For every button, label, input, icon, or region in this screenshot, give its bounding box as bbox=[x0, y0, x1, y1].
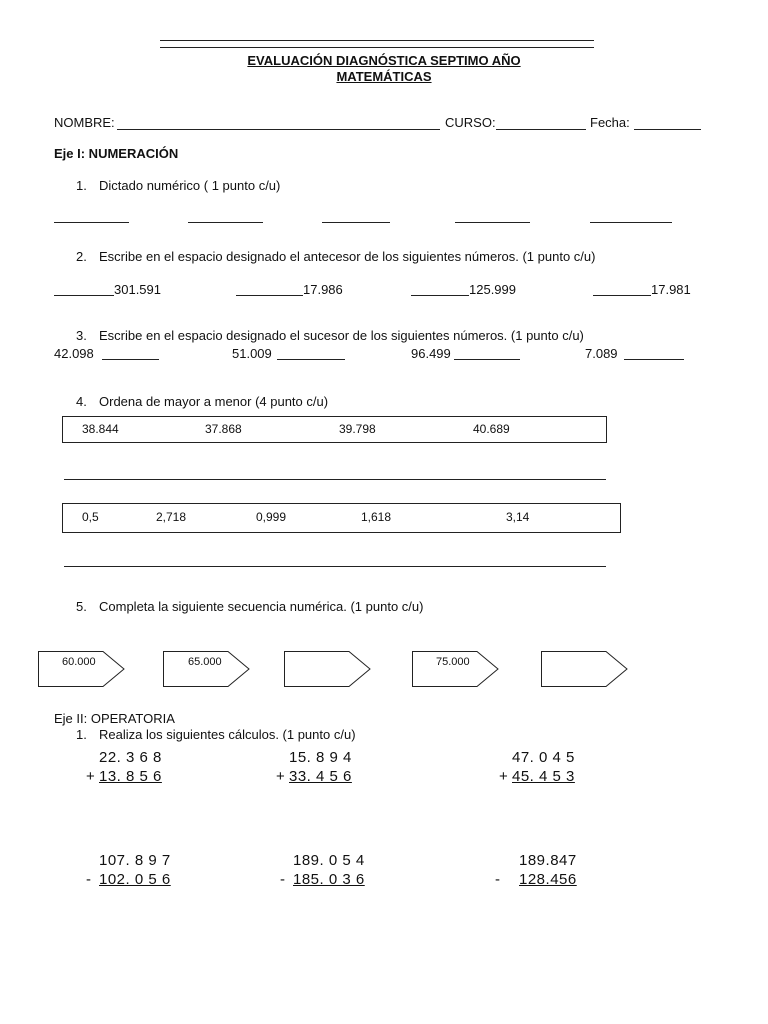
order-set-2-item: 2,718 bbox=[156, 510, 187, 524]
predecessor-blank-3[interactable] bbox=[411, 295, 469, 296]
subtraction-top-operand: 189. 0 5 4 bbox=[293, 852, 365, 869]
q3-number: 3. bbox=[76, 328, 87, 343]
q1-number: 1. bbox=[76, 178, 87, 193]
addition-top-operand: 22. 3 6 8 bbox=[99, 749, 162, 766]
successor-number-4: 7.089 bbox=[585, 346, 618, 361]
predecessor-blank-1[interactable] bbox=[54, 295, 114, 296]
order-set-1-answer-line[interactable] bbox=[64, 479, 606, 480]
successor-blank-1[interactable] bbox=[102, 359, 159, 360]
successor-blank-3[interactable] bbox=[454, 359, 520, 360]
predecessor-blank-2[interactable] bbox=[236, 295, 303, 296]
page-title: EVALUACIÓN DIAGNÓSTICA SEPTIMO AÑO bbox=[247, 53, 521, 68]
sequence-value-2: 65.000 bbox=[188, 656, 222, 668]
order-set-1-item: 38.844 bbox=[82, 422, 119, 436]
successor-blank-4[interactable] bbox=[624, 359, 684, 360]
q4-number: 4. bbox=[76, 394, 87, 409]
order-set-1-item: 39.798 bbox=[339, 422, 376, 436]
q2-text: Escribe en el espacio designado el antecesor de los siguientes números. (1 punto c/u) bbox=[99, 249, 596, 264]
dictation-blank-2[interactable] bbox=[188, 222, 263, 223]
predecessor-blank-4[interactable] bbox=[593, 295, 651, 296]
subtraction-operator: - bbox=[495, 871, 501, 888]
order-set-1-item: 40.689 bbox=[473, 422, 510, 436]
q2-number: 2. bbox=[76, 249, 87, 264]
dictation-blank-5[interactable] bbox=[590, 222, 672, 223]
order-set-2-item: 1,618 bbox=[361, 510, 392, 524]
sequence-arrow-5-blank[interactable] bbox=[541, 651, 629, 688]
order-set-2-item: 3,14 bbox=[506, 510, 530, 524]
successor-number-3: 96.499 bbox=[411, 346, 451, 361]
order-set-2-item: 0,999 bbox=[256, 510, 287, 524]
dictation-blank-3[interactable] bbox=[322, 222, 390, 223]
addition-operator: + bbox=[86, 768, 96, 785]
nombre-field[interactable] bbox=[117, 129, 440, 130]
order-set-1-item: 37.868 bbox=[205, 422, 242, 436]
addition-bottom-operand: 45. 4 5 3 bbox=[512, 768, 575, 785]
subtraction-bottom-operand: 128.456 bbox=[519, 871, 577, 888]
addition-operator: + bbox=[499, 768, 509, 785]
q5-text: Completa la siguiente secuencia numérica. (1 punto c/u) bbox=[99, 599, 424, 614]
successor-blank-2[interactable] bbox=[277, 359, 345, 360]
header-rule-bottom bbox=[160, 47, 594, 48]
dictation-blank-1[interactable] bbox=[54, 222, 129, 223]
subtraction-top-operand: 189.847 bbox=[519, 852, 577, 869]
fecha-field[interactable] bbox=[634, 129, 701, 130]
subtraction-operator: - bbox=[280, 871, 286, 888]
page-subject: MATEMÁTICAS bbox=[336, 69, 432, 84]
q3-text: Escribe en el espacio designado el sucesor de los siguientes números. (1 punto c/u) bbox=[99, 328, 584, 343]
addition-top-operand: 15. 8 9 4 bbox=[289, 749, 352, 766]
fecha-label: Fecha: bbox=[590, 115, 630, 130]
eje2-q1-number: 1. bbox=[76, 727, 87, 742]
addition-bottom-operand: 13. 8 5 6 bbox=[99, 768, 162, 785]
subtraction-bottom-operand: 185. 0 3 6 bbox=[293, 871, 365, 888]
order-set-2-box bbox=[62, 503, 621, 533]
order-set-2-answer-line[interactable] bbox=[64, 566, 606, 567]
successor-number-2: 51.009 bbox=[232, 346, 272, 361]
addition-operator: + bbox=[276, 768, 286, 785]
predecessor-number-2: 17.986 bbox=[303, 282, 343, 297]
predecessor-number-3: 125.999 bbox=[469, 282, 516, 297]
section-title-eje1: Eje I: NUMERACIÓN bbox=[54, 146, 179, 161]
subtraction-top-operand: 107. 8 9 7 bbox=[99, 852, 171, 869]
predecessor-number-1: 301.591 bbox=[114, 282, 161, 297]
q5-number: 5. bbox=[76, 599, 87, 614]
order-set-2-item: 0,5 bbox=[82, 510, 99, 524]
sequence-value-4: 75.000 bbox=[436, 656, 470, 668]
eje2-q1-text: Realiza los siguientes cálculos. (1 punto c/u) bbox=[99, 727, 356, 742]
subtraction-bottom-operand: 102. 0 5 6 bbox=[99, 871, 171, 888]
header-rule-top bbox=[160, 40, 594, 41]
curso-field[interactable] bbox=[496, 129, 586, 130]
section-title-eje2: Eje II: OPERATORIA bbox=[54, 711, 175, 726]
subtraction-operator: - bbox=[86, 871, 92, 888]
successor-number-1: 42.098 bbox=[54, 346, 94, 361]
sequence-arrow-3-blank[interactable] bbox=[284, 651, 372, 688]
addition-top-operand: 47. 0 4 5 bbox=[512, 749, 575, 766]
dictation-blank-4[interactable] bbox=[455, 222, 530, 223]
sequence-value-1: 60.000 bbox=[62, 656, 96, 668]
addition-bottom-operand: 33. 4 5 6 bbox=[289, 768, 352, 785]
predecessor-number-4: 17.981 bbox=[651, 282, 691, 297]
curso-label: CURSO: bbox=[445, 115, 496, 130]
order-set-1-box bbox=[62, 416, 607, 443]
q4-text: Ordena de mayor a menor (4 punto c/u) bbox=[99, 394, 329, 409]
q1-text: Dictado numérico ( 1 punto c/u) bbox=[99, 178, 281, 193]
nombre-label: NOMBRE: bbox=[54, 115, 115, 130]
